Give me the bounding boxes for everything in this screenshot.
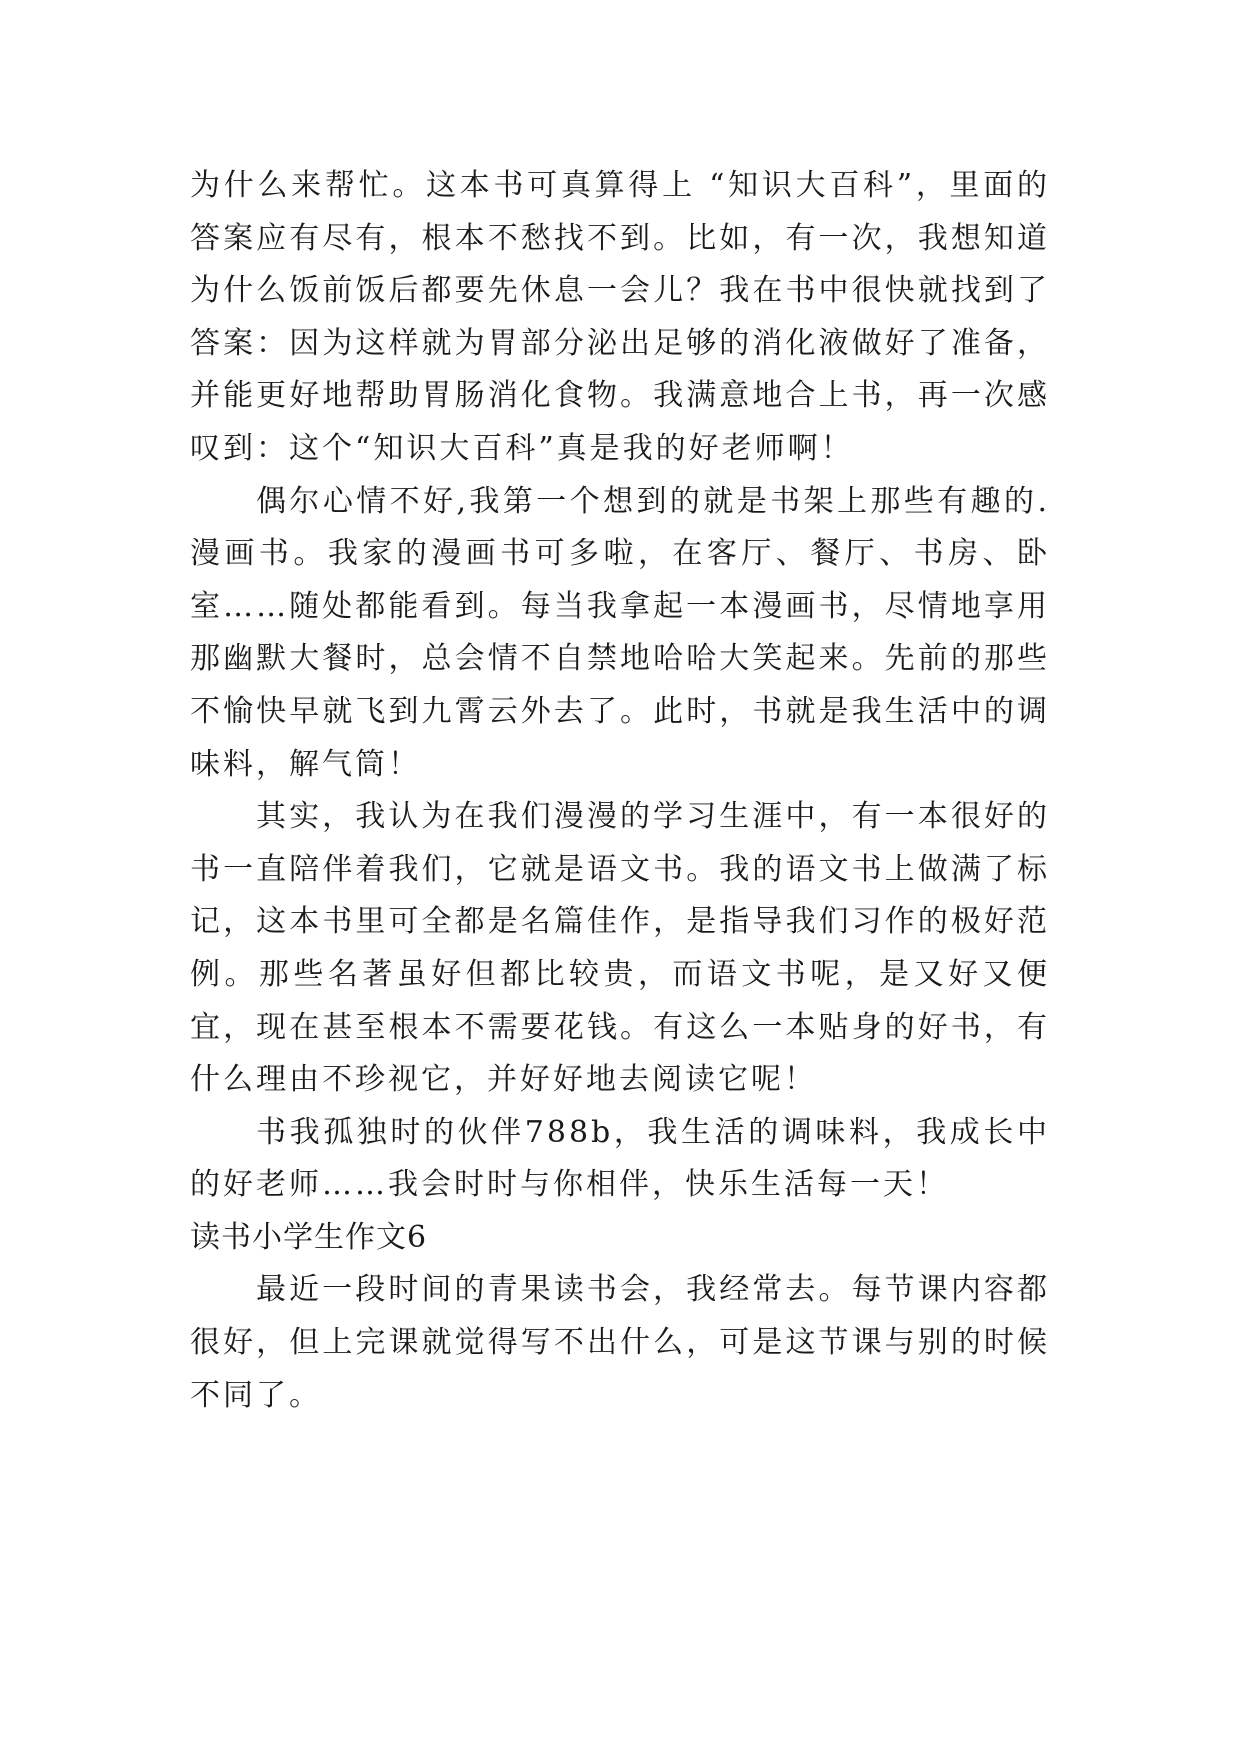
paragraph-knowledge-encyclopedia: 为什么来帮忙。这本书可真算得上 “知识大百科”，里面的答案应有尽有，根本不愁找不到。比如，有一次，我想知道为什么饭前饭后都要先休息一会儿？我在书中很快就找到了答案：因为这样就为胃部分泌出足够的消化液做好了准备，并能更好地帮助胃肠消化食物。我满意地合上书，再一次感叹到：这个“知识大百科”真是我的好老师啊！	[190, 168, 1050, 466]
paragraph-conclusion: 书我孤独时的伙伴788b，我生活的调味料，我成长中的好老师……我会时时与你相伴，快乐生活每一天！	[190, 1114, 1050, 1203]
document-page	[190, 160, 1050, 1422]
paragraph-chinese-textbook: 其实，我认为在我们漫漫的学习生涯中，有一本很好的书一直陪伴着我们，它就是语文书。我的语文书上做满了标记，这本书里可全都是名篇佳作，是指导我们习作的极好范例。那些名著虽好但都比较贵，而语文书呢，是又好又便宜，现在甚至根本不需要花钱。有这么一本贴身的好书，有什么理由不珍视它，并好好地去阅读它呢！	[190, 799, 1050, 1098]
paragraph-comic-books: 偶尔心情不好,我第一个想到的就是书架上那些有趣的.漫画书。我家的漫画书可多啦，在客厅、餐厅、书房、卧室……随处都能看到。每当我拿起一本漫画书，尽情地享用那幽默大餐时，总会情不自禁地哈哈大笑起来。先前的那些不愉快早就飞到九霄云外去了。此时，书就是我生活中的调味料，解气筒！	[190, 483, 1050, 782]
section-heading: 读书小学生作文6	[190, 1219, 428, 1255]
paragraph-reading-club: 最近一段时间的青果读书会，我经常去。每节课内容都很好，但上完课就觉得写不出什么，可是这节课与别的时候不同了。	[190, 1272, 1050, 1413]
